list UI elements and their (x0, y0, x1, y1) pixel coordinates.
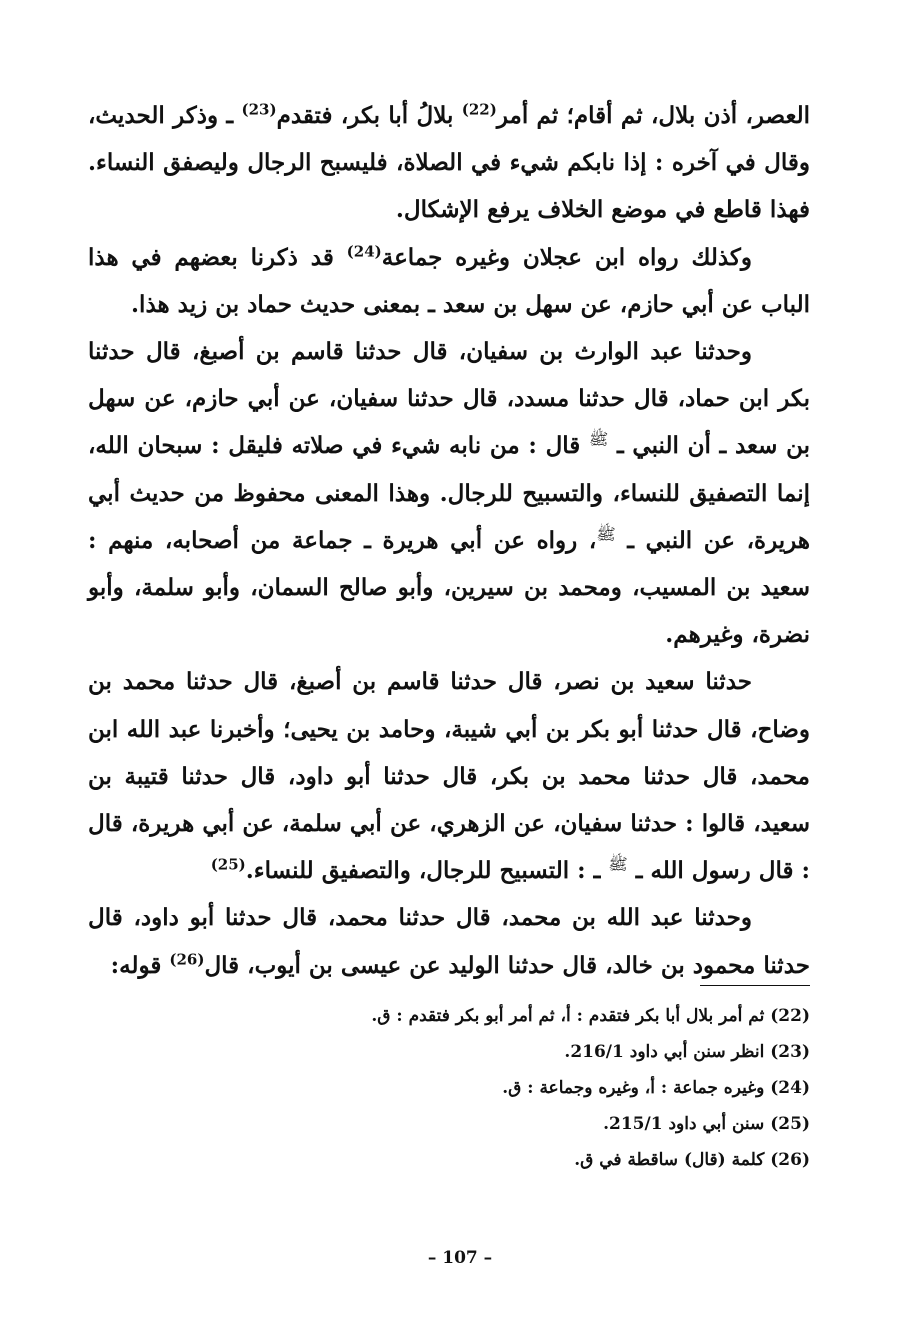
paragraph (88, 234, 810, 328)
text-run: ـ : التسبيح للرجال، والتصفيق للنساء. (245, 857, 609, 885)
salutation-symbol: ﷺ (588, 429, 609, 449)
footnote (300, 1070, 810, 1106)
footnote (300, 1106, 810, 1142)
footnote-text: كلمة (قال) ساقطة في ق. (574, 1150, 765, 1170)
text-run: وحدثنا عبد الوارث بن سفيان، قال حدثنا قاسم بن أصبغ، قال حدثنا بكر ابن حماد، قال حدثنا مسدد، قال حدثنا سفيان، عن أبي حازم، عن سهل بن سعد ـ أن النبي ـ (88, 338, 810, 460)
main-text (88, 92, 810, 989)
footnote-number: (25) (770, 1114, 810, 1134)
text-run: وكذلك رواه ابن عجلان وغيره جماعة (381, 243, 752, 271)
paragraph (88, 92, 810, 234)
text-run: قد ذكرنا بعضهم في هذا الباب عن أبي حازم، عن سهل بن سعد ـ بمعنى حديث حماد بن زيد هذا. (88, 243, 810, 318)
footnote-text: وغيره جماعة : أ، وغيره وجماعة : ق. (502, 1078, 765, 1098)
footnote-number: (24) (770, 1078, 810, 1098)
footnote-number: (26) (770, 1150, 810, 1170)
text-run: قوله: (110, 951, 170, 979)
text-run: ، رواه عن أبي هريرة ـ جماعة من أصحابه، منهم : سعيد بن المسيب، ومحمد بن سيرين، وأبو صالح السمان، وأبو سلمة، وأبو نضرة، وغيرهم. (88, 526, 810, 649)
text-run: بلالُ أبا بكر، فتقدم (276, 102, 462, 129)
paragraph (88, 328, 810, 658)
footnote (300, 998, 810, 1034)
footnote (300, 1034, 810, 1070)
footnote-reference: (24) (346, 241, 382, 260)
footnote-text: سنن أبي داود 215/1. (603, 1114, 765, 1134)
footnote (300, 1142, 810, 1178)
text-run: وحدثنا عبد الله بن محمد، قال حدثنا محمد، قال حدثنا أبو داود، قال حدثنا محمود بن خالد، قال حدثنا الوليد عن عيسى بن أيوب، قال (88, 904, 810, 979)
salutation-symbol: ﷺ (596, 524, 616, 544)
paragraph (88, 658, 810, 894)
text-run: العصر، أذن بلال، ثم أقام؛ ثم أمر (496, 102, 810, 129)
page-number: – 107 – (427, 1248, 493, 1268)
footnote-text: انظر سنن أبي داود 216/1. (564, 1042, 765, 1062)
footnote-text: ثم أمر بلال أبا بكر فتقدم : أ، ثم أمر أبو بكر فتقدم : ق. (371, 1006, 765, 1026)
paragraph (88, 894, 810, 988)
footnote-number: (23) (770, 1042, 810, 1062)
text-run: ـ وذكر الحديث، وقال في آخره : إذا نابكم شيء في الصلاة، فليسبح الرجال وليصفق النساء. فهذا قاطع في موضع الخلاف يرفع الإشكال. (88, 102, 810, 224)
footnote-reference: (26) (169, 950, 205, 968)
footnote-separator (700, 985, 810, 986)
footnote-reference: (22) (461, 100, 497, 119)
footnote-reference: (25) (210, 855, 246, 874)
footnote-number: (22) (770, 1006, 810, 1026)
text-run: حدثنا سعيد بن نصر، قال حدثنا قاسم بن أصبغ، قال حدثنا محمد بن وضاح، قال حدثنا أبو بكر بن أبي شيبة، وحامد بن يحيى؛ وأخبرنا عبد الله ابن محمد، قال حدثنا محمد بن بكر، قال حدثنا أبو داود، قال حدثنا قتيبة بن سعيد، قالوا : حدثنا سفيان، عن الزهري، عن أبي سلمة، عن أبي هريرة، قال : قال رسول الله ـ (88, 668, 810, 885)
footnotes (300, 998, 810, 1178)
text-run: قال : من نابه شيء في صلاته فليقل : سبحان الله، إنما التصفيق للنساء، والتسبيح للرجال. وهذا المعنى محفوظ من حديث أبي هريرة، عن النبي ـ (88, 432, 810, 554)
salutation-symbol: ﷺ (608, 854, 628, 874)
footnote-reference: (23) (241, 100, 277, 119)
